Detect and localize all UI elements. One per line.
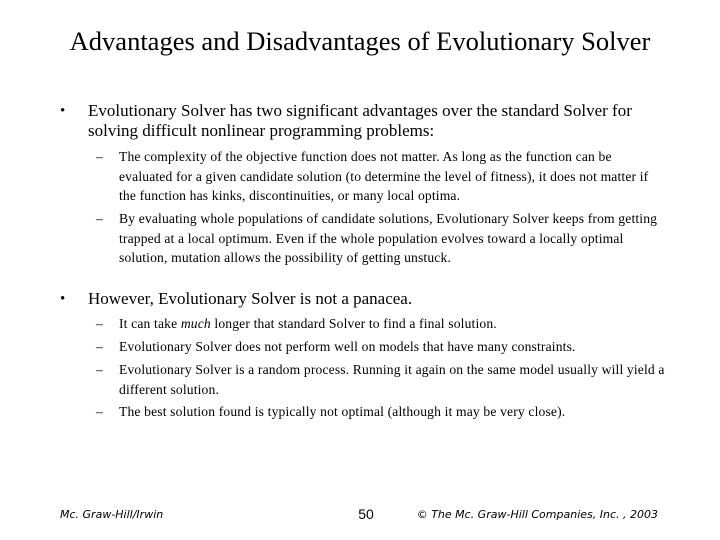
sub-text-post: longer that standard Solver to find a final solution. [210, 316, 497, 331]
sub-bullet-text [119, 314, 665, 334]
bullet-text: However, Evolutionary Solver is not a panacea. [88, 289, 413, 308]
dash-marker: – [96, 362, 103, 377]
dash-marker: – [96, 149, 103, 164]
bullet-marker: • [60, 103, 66, 119]
sub-text-pre: It can take [119, 316, 181, 331]
dash-marker: – [96, 339, 103, 354]
sub-bullet-text: The best solution found is typically not optimal (although it may be very close). [119, 404, 566, 419]
bullet-marker: • [60, 291, 66, 307]
sub-bullet-text: The complexity of the objective function does not matter. As long as the function can be evaluated for a given candidate solution (to determine the level of fitness), it does not matter if the function has kinks, discontinuities, or many local optima. [119, 149, 649, 203]
footer-copyright: © The Mc. Graw-Hill Companies, Inc. , 2003 [416, 508, 658, 521]
dash-marker: – [96, 404, 103, 419]
bullet-text: Evolutionary Solver has two significant advantages over the standard Solver for solving difficult nonlinear programming problems: [88, 101, 632, 140]
slide-title: Advantages and Disadvantages of Evolutionary Solver [69, 26, 651, 56]
sub-text-emphasis: much [180, 316, 211, 331]
sub-bullet-text: Evolutionary Solver does not perform well on models that have many constraints. [119, 339, 576, 354]
dash-marker: – [96, 211, 103, 226]
sub-bullet-text: Evolutionary Solver is a random process. Running it again on the same model usually will yield a different solution. [119, 362, 665, 397]
dash-marker: – [96, 316, 103, 331]
sub-bullet-text: By evaluating whole populations of candidate solutions, Evolutionary Solver keeps from getting trapped at a local optimum. Even if the whole population evolves toward a locally optimal solution, mutation allows the possibility of getting unstuck. [119, 211, 658, 265]
page-number: 50 [358, 506, 374, 522]
footer-publisher: Mc. Graw-Hill/Irwin [60, 508, 164, 521]
